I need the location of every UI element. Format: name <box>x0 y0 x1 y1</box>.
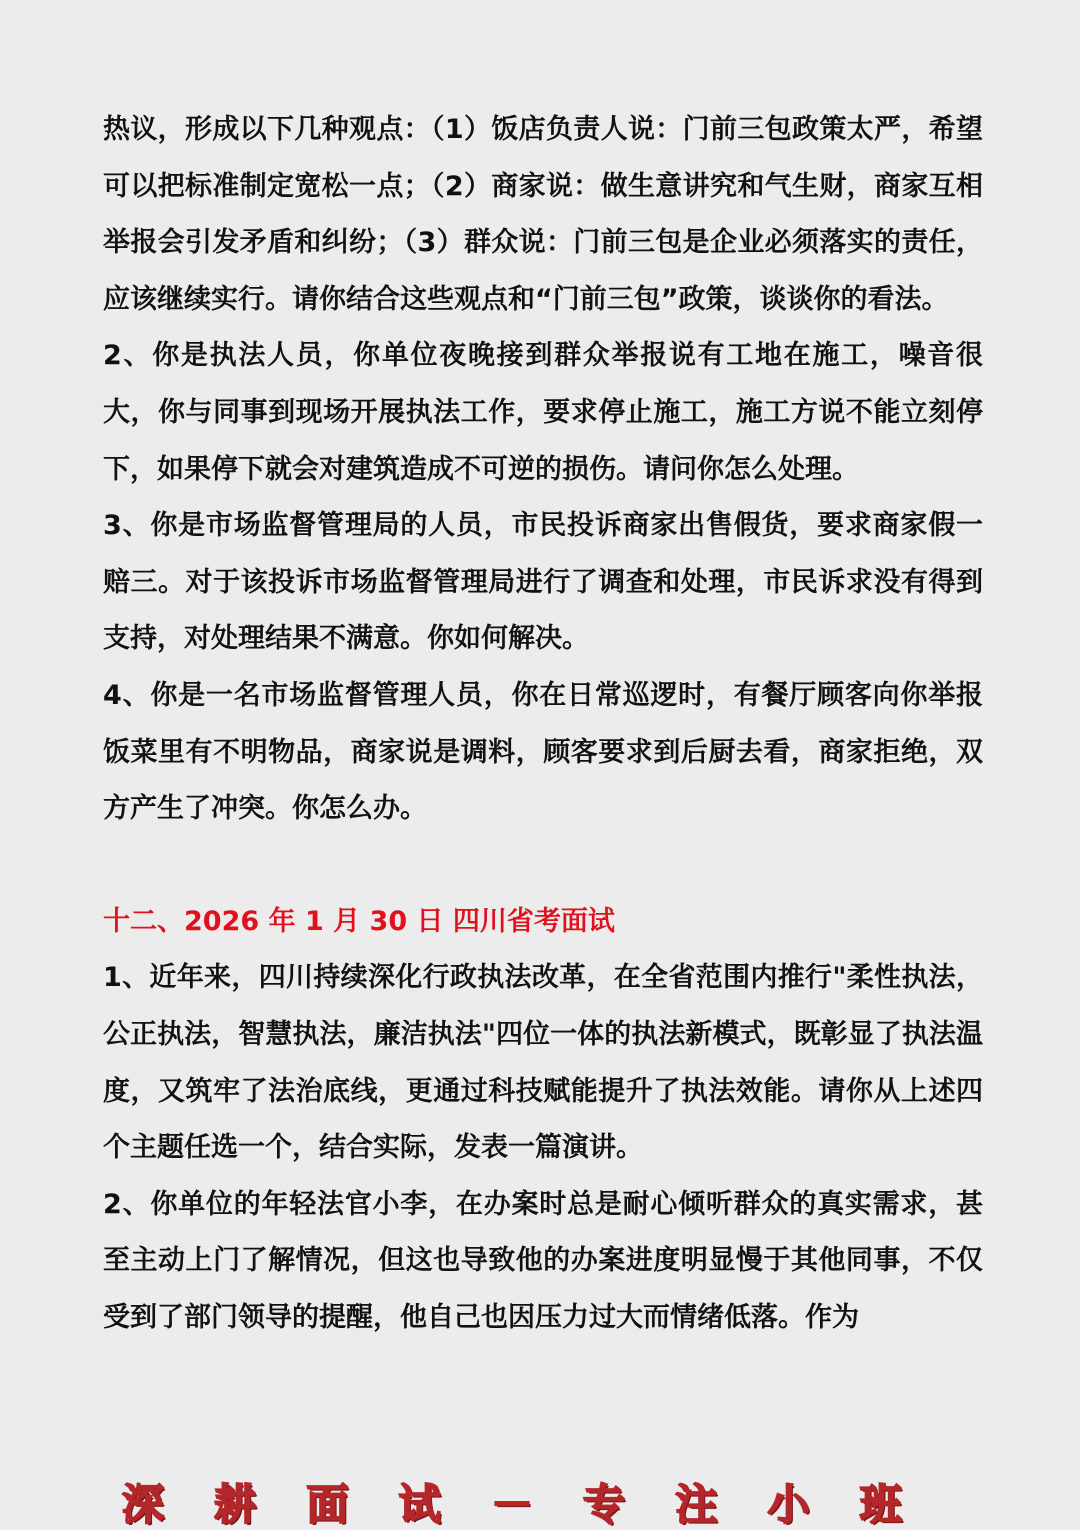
section-question-2: 2、你单位的年轻法官小李，在办案时总是耐心倾听群众的真实需求，甚至主动上门了解情况，但这也导致他的办案进度明显慢于其他同事，不仅受到了部门领导的提醒，他自己也因压力过大而情绪低落。作为 <box>103 1188 983 1333</box>
footer-char: 班 <box>859 1480 902 1529</box>
footer-watermark <box>122 1480 902 1530</box>
question-4: 4、你是一名市场监督管理人员，你在日常巡逻时，有餐厅顾客向你举报饭菜里有不明物品，商家说是调料，顾客要求到后厨去看，商家拒绝，双方产生了冲突。你怎么办。 <box>103 679 983 825</box>
question-2: 2、你是执法人员，你单位夜晚接到群众举报说有工地在施工，噪音很大，你与同事到现场开展执法工作，要求停止施工，施工方说不能立刻停下，如果停下就会对建筑造成不可逆的损伤。请问你怎么处理。 <box>103 340 983 485</box>
paragraph-opinions: 热议，形成以下几种观点：（1）饭店负责人说：门前三包政策太严，希望可以把标准制定宽松一点；（2）商家说：做生意讲究和气生财，商家互相举报会引发矛盾和纠纷；（3）群众说：门前三包是企业必须落实的责任，应该继续实行。请你结合这些观点和“门前三包”政策，谈谈你的看法。 <box>103 114 983 315</box>
section-title: 十二、2026 年 1 月 30 日 四川省考面试 <box>103 905 615 937</box>
document-body <box>103 102 983 1346</box>
footer-char: 注 <box>675 1480 718 1529</box>
footer-char: 试 <box>398 1480 441 1529</box>
footer-char: 小 <box>767 1480 810 1529</box>
footer-char: 深 <box>122 1480 165 1529</box>
footer-char: － <box>490 1480 533 1529</box>
footer-char: 专 <box>583 1480 626 1529</box>
question-3: 3、你是市场监督管理局的人员，市民投诉商家出售假货，要求商家假一赔三。对于该投诉市场监督管理局进行了调查和处理，市民诉求没有得到支持，对处理结果不满意。你如何解决。 <box>103 510 983 655</box>
footer-char: 面 <box>306 1480 349 1529</box>
footer-char: 耕 <box>214 1480 257 1529</box>
section-question-1: 1、近年来，四川持续深化行政执法改革，在全省范围内推行"柔性执法，公正执法，智慧执法，廉洁执法"四位一体的执法新模式，既彰显了执法温度，又筑牢了法治底线，更通过科技赋能提升了执法效能。请你从上述四个主题任选一个，结合实际，发表一篇演讲。 <box>103 962 983 1164</box>
